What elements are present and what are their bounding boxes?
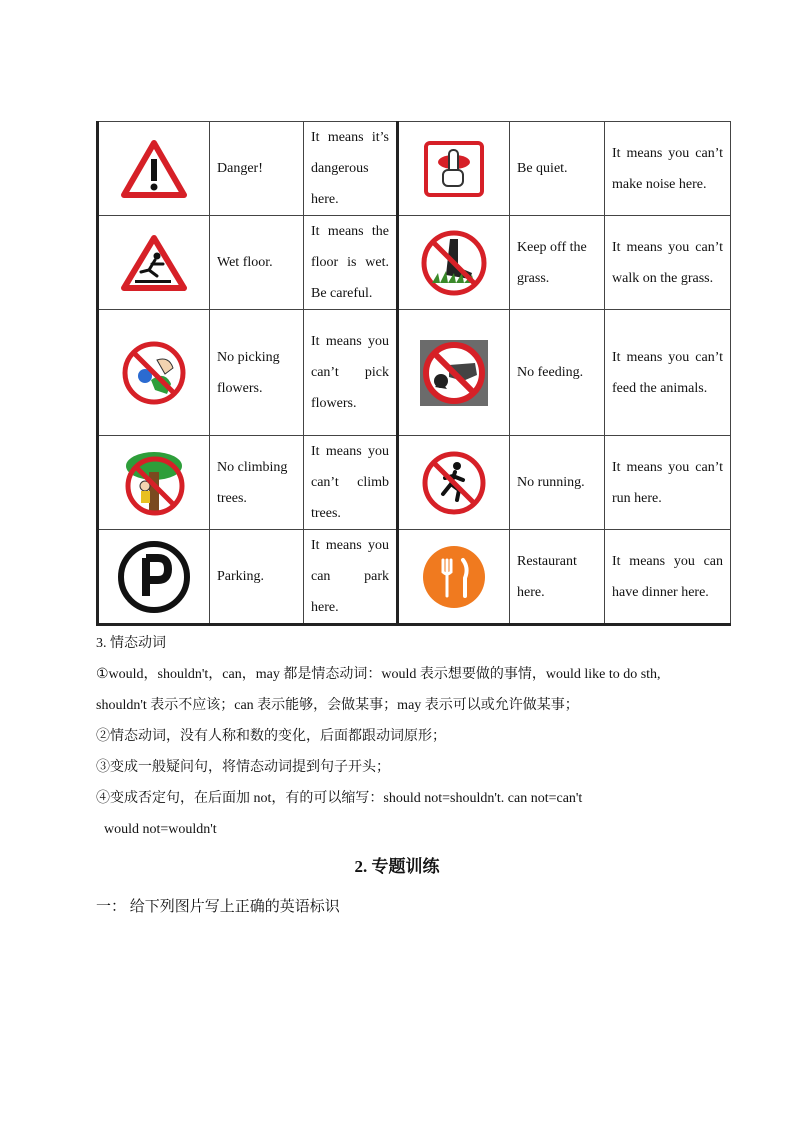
sign-name: No climbing trees. <box>210 436 304 530</box>
note-line: would not=wouldn't <box>104 822 217 837</box>
sign-meaning: It means you can’t run here. <box>605 436 731 530</box>
wet-floor-sign-icon <box>98 216 210 310</box>
parking-sign-icon <box>98 530 210 625</box>
note-line: ②情态动词，没有人称和数的变化，后面都跟动词原形； <box>96 729 446 744</box>
note-line: ①would，shouldn't，can，may 都是情态动词：would 表示想要做的事情，would like to do sth, shouldn't 表示不应该；can 表示能够，会做某事；may 表示可以或允许做某事； <box>96 667 661 713</box>
table-row <box>98 530 731 625</box>
sign-name: Be quiet. <box>510 122 605 216</box>
no-climbing-trees-sign-icon <box>98 436 210 530</box>
sign-meaning: It means you can’t walk on the grass. <box>605 216 731 310</box>
sign-name: No running. <box>510 436 605 530</box>
sign-meaning: It means you can’t pick flowers. <box>304 310 398 436</box>
sign-name: Danger! <box>210 122 304 216</box>
sign-name: Keep off the grass. <box>510 216 605 310</box>
modal-verbs-notes <box>96 628 706 845</box>
table-row <box>98 310 731 436</box>
sign-name: No feeding. <box>510 310 605 436</box>
sign-name: Wet floor. <box>210 216 304 310</box>
sign-meaning: It means you can have dinner here. <box>605 530 731 625</box>
note-line: ③变成一般疑问句，将情态动词提到句子开头； <box>96 760 390 775</box>
sign-name: No picking flowers. <box>210 310 304 436</box>
section-title: 2. 专题训练 <box>354 857 440 876</box>
sign-meaning: It means you can’t make noise here. <box>605 122 731 216</box>
sign-meaning: It means the floor is wet. Be careful. <box>304 216 398 310</box>
sign-meaning: It means you can park here. <box>304 530 398 625</box>
danger-sign-icon <box>98 122 210 216</box>
no-feeding-sign-icon <box>398 310 510 436</box>
sign-name: Restaurant here. <box>510 530 605 625</box>
sign-meaning: It means you can’t climb trees. <box>304 436 398 530</box>
table-row <box>98 436 731 530</box>
table-row <box>98 122 731 216</box>
restaurant-sign-icon <box>398 530 510 625</box>
notes-heading: 3. 情态动词 <box>96 636 166 651</box>
exercise-instruction: 一： 给下列图片写上正确的英语标识 <box>96 899 340 915</box>
no-picking-flowers-sign-icon <box>98 310 210 436</box>
sign-name: Parking. <box>210 530 304 625</box>
be-quiet-sign-icon <box>398 122 510 216</box>
keep-off-grass-sign-icon <box>398 216 510 310</box>
note-line: ④变成否定句，在后面加 not，有的可以缩写：should not=shouldn't. can not=can't <box>96 791 583 806</box>
no-running-sign-icon <box>398 436 510 530</box>
table-row <box>98 216 731 310</box>
sign-meaning: It means it’s dangerous here. <box>304 122 398 216</box>
signs-table <box>96 121 731 626</box>
sign-meaning: It means you can’t feed the animals. <box>605 310 731 436</box>
